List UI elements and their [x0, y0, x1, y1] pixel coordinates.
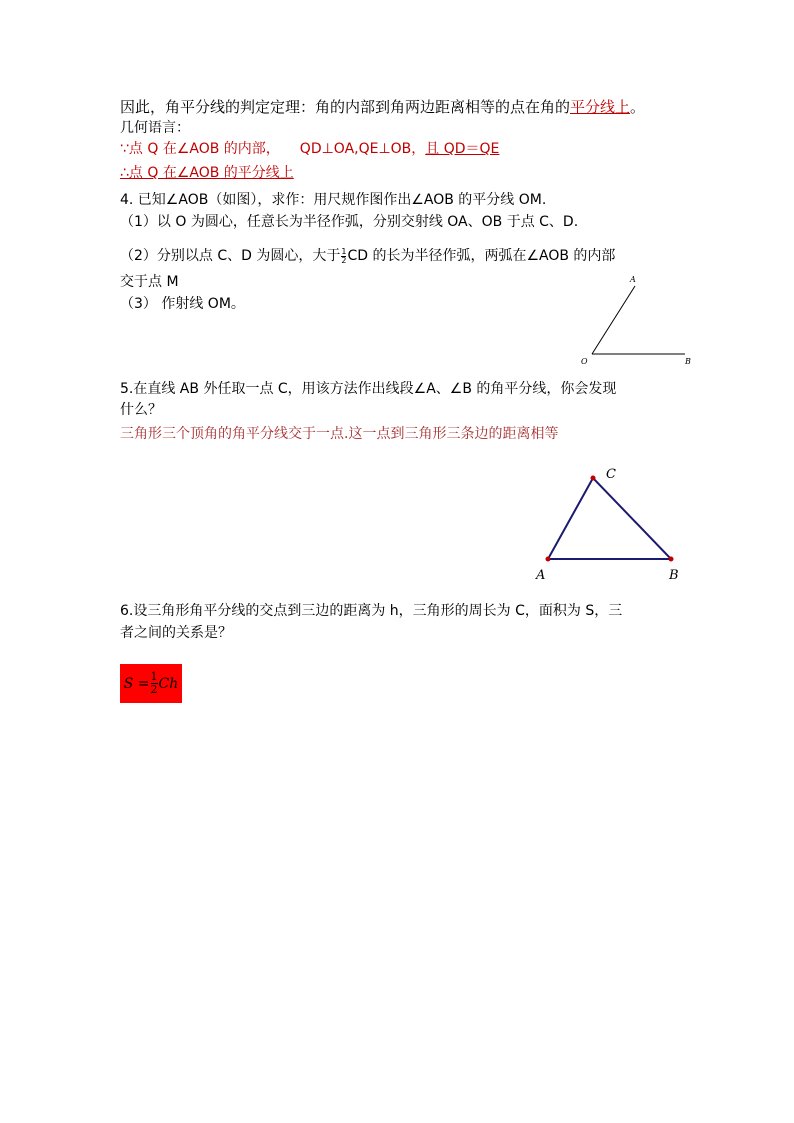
- q4-fraction-num: 1: [341, 246, 347, 256]
- label-c: C: [606, 467, 616, 482]
- q4-step1: （1）以 O 为圆心，任意长为半径作弧，分别交射线 OA、OB 于点 C、D.: [120, 214, 579, 230]
- vertex-c-dot: [591, 476, 596, 481]
- q4-fraction: [341, 248, 346, 265]
- ray-oa: [592, 286, 635, 354]
- q4-fraction-den: 2: [341, 255, 347, 265]
- premise-and: 且 QD＝QE: [425, 141, 500, 157]
- theorem-statement: [120, 98, 645, 116]
- q6-line2: 者之间的关系是？: [120, 625, 232, 641]
- triangle-abc-figure: [530, 460, 690, 585]
- q6-line1: 6.设三角形角平分线的交点到三边的距离为 h，三角形的周长为 C，面积为 S，三: [120, 603, 623, 619]
- q4-step2: [120, 247, 615, 265]
- formula-fraction: [151, 671, 158, 696]
- conclusion-line: [120, 164, 294, 182]
- triangle-abc: [548, 478, 671, 559]
- q5-line2: 什么？: [120, 402, 162, 418]
- q5-line1: 5.在直线 AB 外任取一点 C，用该方法作出线段∠A、∠B 的角平分线，你会发现: [120, 381, 617, 397]
- theorem-prefix: 因此，角平分线的判定定理：角的内部到角两边距离相等的点在角的: [120, 98, 571, 116]
- label-a: A: [536, 568, 546, 583]
- q5-answer: 三角形三个顶角的角平分线交于一点.这一点到三角形三条边的距离相等: [120, 426, 559, 442]
- q4-step3: （3） 作射线 OM。: [120, 296, 245, 312]
- formula-lhs: S =: [123, 675, 150, 692]
- q4-step2-line2: 交于点 M: [120, 274, 179, 290]
- formula-rhs: Ch: [158, 675, 179, 692]
- premise-because: ∵点 Q 在∠AOB 的内部，: [120, 141, 280, 157]
- theorem-answer: 平分线上: [570, 98, 631, 116]
- label-a: A: [630, 275, 636, 284]
- label-b: B: [669, 568, 679, 583]
- premise-conditions: QD⊥OA,QE⊥OB，: [299, 141, 426, 157]
- theorem-suffix: 。: [630, 98, 646, 116]
- conclusion-text: ∴点 Q 在∠AOB 的平分线上: [120, 165, 294, 181]
- premise-line: [120, 140, 499, 158]
- q4-step2-before: （2）分别以点 C、D 为圆心，大于: [120, 248, 341, 264]
- vertex-a-dot: [546, 557, 551, 562]
- formula-box: [120, 664, 182, 703]
- vertex-b-dot: [669, 557, 674, 562]
- label-b: B: [685, 357, 691, 366]
- formula-num: 1: [150, 670, 158, 683]
- q4-title: 4. 已知∠AOB（如图），求作：用尺规作图作出∠AOB 的平分线 OM.: [120, 192, 547, 208]
- angle-aob-figure: [575, 268, 705, 373]
- q4-step2-after: CD 的长为半径作弧，两弧在∠AOB 的内部: [347, 248, 616, 264]
- label-o: O: [581, 357, 588, 366]
- formula-den: 2: [150, 683, 158, 696]
- geometry-language-label: 几何语言：: [120, 120, 190, 136]
